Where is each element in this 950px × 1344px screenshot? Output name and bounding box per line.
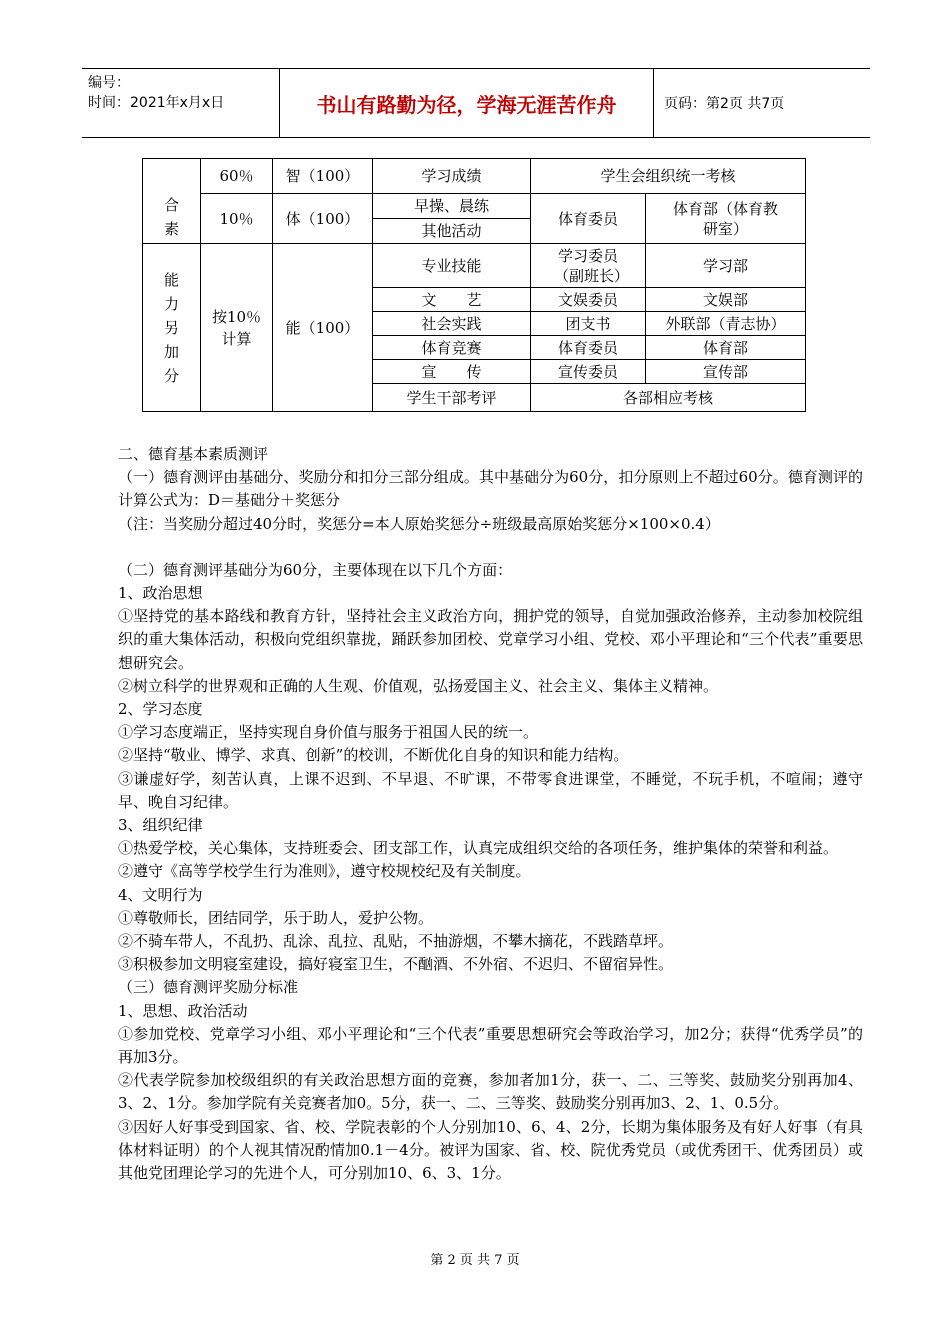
formula-note: （注：当奖励分超过40分时，奖惩分=本人原始奖惩分÷班级最高原始奖惩分×100×0.4）	[118, 514, 720, 533]
header-meta	[82, 69, 280, 137]
paragraph: ①学习态度端正，坚持实现自身价值与服务于祖国人民的统一。	[118, 723, 539, 742]
dept-cell: 学习部	[646, 244, 806, 288]
page-footer: 第 2 页 共 7 页	[430, 1253, 520, 1268]
officer-cell: 文娱委员	[531, 288, 646, 312]
paragraph: ①尊敬师长，团结同学，乐于助人，爱护公物。	[118, 908, 434, 927]
ability-label: 能力另加分	[163, 270, 179, 385]
doc-date: 时间：2021年x月x日	[88, 95, 225, 111]
subheading: 4、文明行为	[118, 885, 203, 904]
paragraph: ①热爱学校，关心集体，支持班委会、团支部工作，认真完成组织交给的各项任务，维护集体的荣誉和利益。	[118, 839, 839, 858]
comprehensive-cell	[143, 159, 201, 244]
weight-text: 按10％计算	[211, 307, 262, 348]
content-cell: 社会实践	[373, 312, 531, 336]
ability-cell	[143, 244, 201, 412]
table-row	[143, 244, 806, 288]
content-cell: 宣 传	[373, 360, 531, 384]
officer-cell	[531, 244, 646, 288]
officer-cell: 宣传委员	[531, 360, 646, 384]
content-cell: 学生干部考评	[373, 384, 531, 412]
paragraph: ②坚持“敬业、博学、求真、创新”的校训，不断优化自身的知识和能力结构。	[118, 746, 629, 765]
item-cell: 智（100）	[273, 159, 373, 194]
section-title: 二、德育基本素质测评	[118, 445, 269, 463]
officer-cell: 体育委员	[531, 336, 646, 360]
dept-cell: 外联部（青志协）	[646, 312, 806, 336]
subheading: 3、组织纪律	[118, 816, 203, 835]
content-cell: 早操、晨练	[373, 194, 531, 219]
item-cell: 体（100）	[273, 194, 373, 244]
table-row	[143, 194, 806, 219]
page-header	[82, 68, 870, 138]
subheading: 1、思想、政治活动	[118, 1001, 248, 1020]
paragraph: ②不骑车带人，不乱扔、乱涂、乱拉、乱贴，不抽游烟，不攀木摘花，不践踏草坪。	[118, 932, 674, 951]
evaluation-table	[142, 158, 806, 412]
document-body	[118, 443, 863, 1185]
comprehensive-label: 合素	[163, 196, 179, 238]
weight-cell	[201, 244, 273, 412]
item-cell: 能（100）	[273, 244, 373, 412]
dept-cell: 体育部	[646, 336, 806, 360]
paragraph: （一）德育测评由基础分、奖励分和扣分三部分组成。其中基础分为60分，扣分原则上不超过60分。德育测评的计算公式为：D＝基础分＋奖惩分	[118, 468, 863, 510]
dept-text: 体育部（体育教研室）	[672, 199, 778, 238]
subheading: 1、政治思想	[118, 584, 203, 603]
content-cell: 体育竞赛	[373, 336, 531, 360]
paragraph: ②遵守《高等学校学生行为准则》，遵守校规校纪及有关制度。	[118, 862, 531, 881]
paragraph: ②代表学院参加校级组织的有关政治思想方面的竞赛，参加者加1分，获一、二、三等奖、鼓励奖分别再加4、3、2、1分。参加学院有关竞赛者加0。5分，获一、二、三等奖、鼓励奖分别再加3、2、1、0.5分。	[118, 1071, 863, 1113]
officer-text: 学习委员（副班长）	[554, 246, 630, 285]
weight-cell: 10％	[201, 194, 273, 244]
content-cell: 专业技能	[373, 244, 531, 288]
header-page-number: 页码：第2页 共7页	[664, 96, 785, 112]
section-title: （三）德育测评奖励分标准	[118, 978, 299, 997]
paragraph: ③谦虚好学，刻苦认真，上课不迟到、不早退、不旷课，不带零食进课堂，不睡觉，不玩手机，不喧闹；遵守早、晚自习纪律。	[118, 769, 863, 811]
content-cell: 文 艺	[373, 288, 531, 312]
dept-cell: 宣传部	[646, 360, 806, 384]
content-cell: 学习成绩	[373, 159, 531, 194]
paragraph: （二）德育测评基础分为60分，主要体现在以下几个方面：	[118, 560, 513, 579]
paragraph: ③积极参加文明寝室建设，搞好寝室卫生，不酗酒、不外宿、不迟归、不留宿异性。	[118, 955, 674, 974]
paragraph: ①坚持党的基本路线和教育方针，坚持社会主义政治方向，拥护党的领导，自觉加强政治修养，主动参加校院组织的重大集体活动，积极向党组织靠拢，踊跃参加团校、党章学习小组、党校、邓小平理论和“三个代表”重要思想研究会。	[118, 607, 863, 672]
dept-cell: 各部相应考核	[531, 384, 806, 412]
officer-cell: 团支书	[531, 312, 646, 336]
paragraph: ③因好人好事受到国家、省、校、学院表彰的个人分别加10、6、4、2分，长期为集体服务及有好人好事（有具体材料证明）的个人视其情况酌情加0.1－4分。被评为国家、省、校、院优秀党员（或优秀团干、优秀团员）或其他党团理论学习的先进个人，可分别加10、6、3、1分。	[118, 1117, 863, 1183]
content-cell: 其他活动	[373, 219, 531, 244]
dept-cell: 文娱部	[646, 288, 806, 312]
weight-cell: 60％	[201, 159, 273, 194]
dept-cell	[646, 194, 806, 244]
doc-number-label: 编号：	[88, 75, 130, 91]
table-row	[143, 159, 806, 194]
spacer	[118, 536, 863, 559]
officer-cell: 体育委员	[531, 194, 646, 244]
paragraph: ②树立科学的世界观和正确的人生观、价值观，弘扬爱国主义、社会主义、集体主义精神。	[118, 676, 719, 695]
subheading: 2、学习态度	[118, 700, 203, 719]
header-motto: 书山有路勤为径，学海无涯苦作舟	[280, 69, 654, 137]
paragraph: ①参加党校、党章学习小组、邓小平理论和“三个代表”重要思想研究会等政治学习，加2分；获得“优秀学员”的再加3分。	[118, 1024, 863, 1067]
dept-cell: 学生会组织统一考核	[531, 159, 806, 194]
